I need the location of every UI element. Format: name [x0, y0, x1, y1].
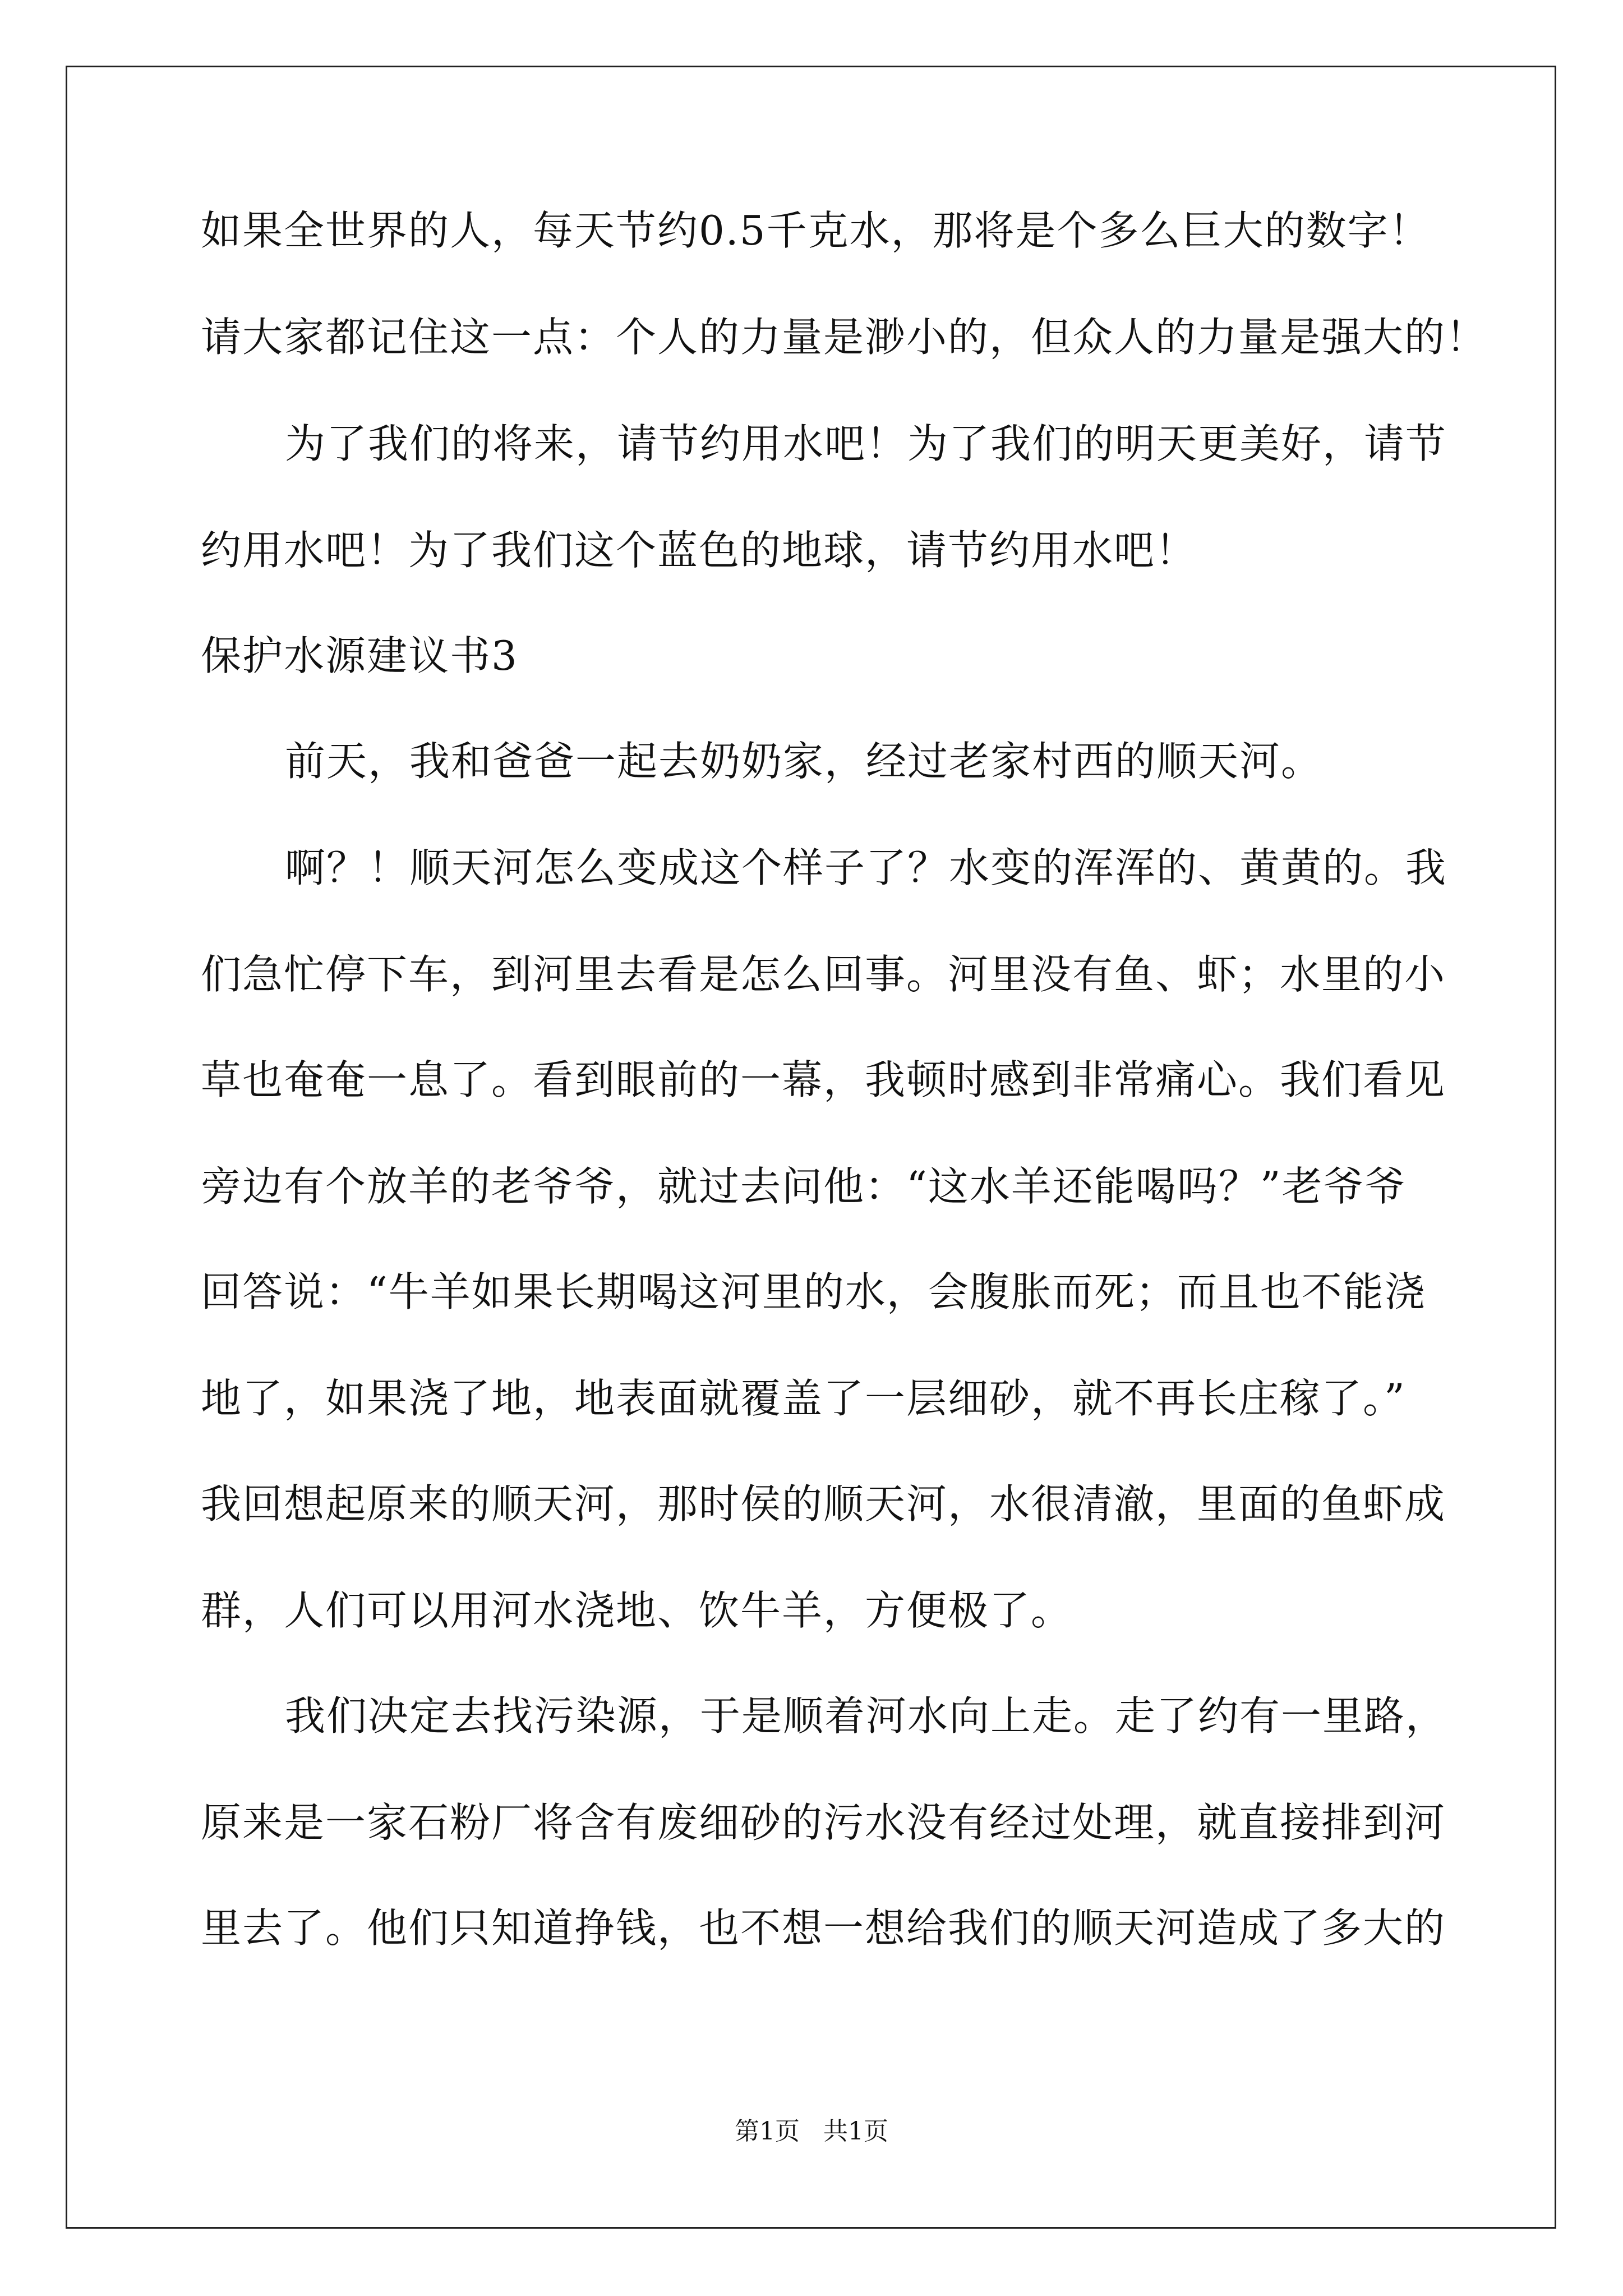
text-line: 约用水吧！为了我们这个蓝色的地球，请节约用水吧！: [201, 527, 1197, 574]
text-line: 草也奄奄一息了。看到眼前的一幕，我顿时感到非常痛心。我们看见: [201, 1056, 1446, 1103]
text-line: 我回想起原来的顺天河，那时侯的顺天河，水很清澈，里面的鱼虾成: [201, 1480, 1446, 1527]
text-line: 我们决定去找污染源，于是顺着河水向上走。走了约有一里路，: [285, 1692, 1447, 1740]
text-line: 啊？！顺天河怎么变成这个样子了？水变的浑浑的、黄黄的。我: [285, 844, 1447, 891]
text-line: 请大家都记住这一点：个人的力量是渺小的，但众人的力量是强大的！: [201, 314, 1488, 361]
text-line: 旁边有个放羊的老爷爷，就过去问他：“这水羊还能喝吗？”老爷爷: [201, 1163, 1407, 1210]
section-heading: 保护水源建议书3: [201, 632, 518, 679]
text-line: 原来是一家石粉厂将含有废细砂的污水没有经过处理，就直接排到河: [201, 1799, 1446, 1846]
text-line: 前天，我和爸爸一起去奶奶家，经过老家村西的顺天河。: [285, 738, 1323, 785]
text-line: 如果全世界的人，每天节约0.5千克水，那将是个多么巨大的数字！: [201, 207, 1431, 254]
text-line: 们急忙停下车，到河里去看是怎么回事。河里没有鱼、虾；水里的小: [201, 951, 1446, 998]
text-line: 地了，如果浇了地，地表面就覆盖了一层细砂，就不再长庄稼了。”: [201, 1375, 1406, 1422]
text-line: 里去了。他们只知道挣钱，也不想一想给我们的顺天河造成了多大的: [201, 1904, 1446, 1952]
text-line: 回答说：“牛羊如果长期喝这河里的水，会腹胀而死；而且也不能浇: [201, 1268, 1426, 1315]
text-line: 为了我们的将来，请节约用水吧！为了我们的明天更美好，请节: [285, 420, 1447, 467]
text-line: 群，人们可以用河水浇地、饮牛羊，方便极了。: [201, 1587, 1073, 1634]
page-footer: 第1页 共1页: [735, 2117, 888, 2146]
